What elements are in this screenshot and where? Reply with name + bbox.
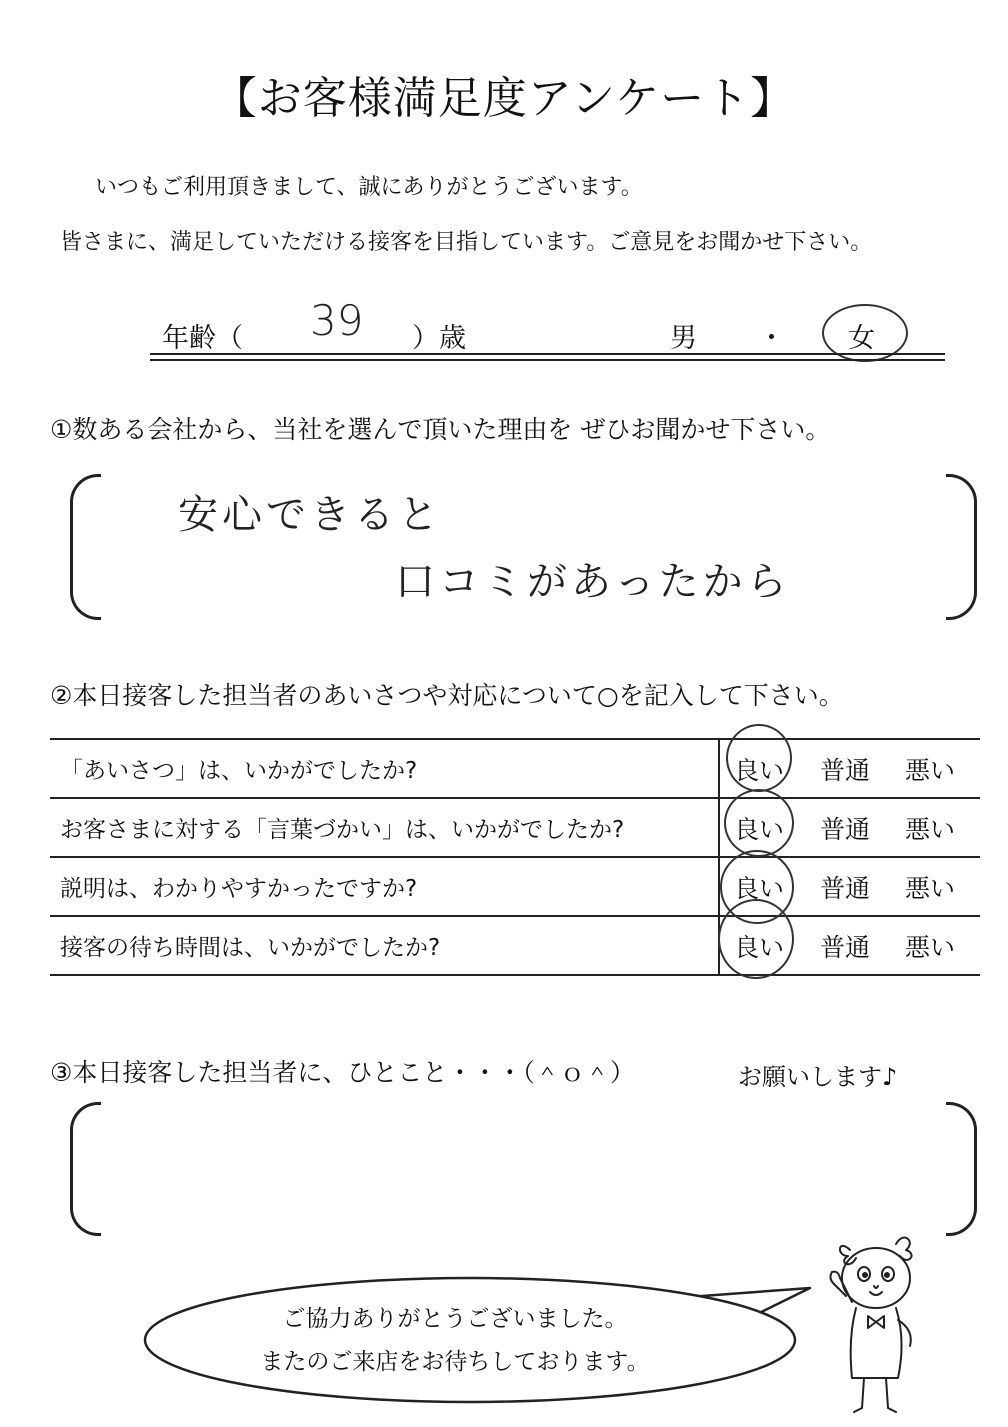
q3-answer-area[interactable]	[72, 1106, 972, 1226]
age-label-close: ）歳	[412, 323, 466, 354]
gender-male[interactable]: 男	[670, 323, 697, 354]
q1-answer-line-2[interactable]: 口コミがあったから	[395, 559, 791, 605]
rating-question: 接客の待ち時間は、いかがでしたか?	[50, 916, 719, 975]
option-bad[interactable]: 悪い	[905, 932, 956, 962]
rating-options	[719, 798, 980, 857]
rating-table	[50, 738, 980, 976]
option-good[interactable]: 良い	[734, 932, 785, 962]
selection-circle	[726, 724, 792, 792]
rating-question: お客さまに対する「言葉づかい」は、いかがでしたか?	[50, 798, 719, 857]
option-normal[interactable]: 普通	[820, 814, 871, 844]
option-normal[interactable]: 普通	[820, 932, 871, 962]
question-3-label: ③本日接客した担当者に、ひとこと・・・（＾ｏ＾）	[50, 1058, 635, 1087]
option-bad[interactable]: 悪い	[905, 755, 956, 785]
option-good[interactable]: 良い	[734, 873, 785, 903]
table-row	[50, 916, 980, 975]
table-row	[50, 739, 980, 798]
mascot-illustration	[812, 1228, 962, 1423]
respondent-underline-1	[150, 353, 945, 355]
option-bad[interactable]: 悪い	[905, 814, 956, 844]
speech-bubble	[130, 1260, 850, 1410]
q3-side-note: お願いします♪	[738, 1063, 898, 1091]
gender-female[interactable]: 女	[848, 323, 875, 354]
option-good[interactable]: 良い	[734, 755, 785, 785]
respondent-underline-2	[150, 359, 945, 361]
gender-separator: ・	[758, 323, 785, 354]
option-normal[interactable]: 普通	[820, 873, 871, 903]
option-good[interactable]: 良い	[734, 814, 785, 844]
question-1-label: ①数ある会社から、当社を選んで頂いた理由を ぜひお聞かせ下さい。	[50, 415, 831, 444]
selection-circle	[724, 789, 794, 857]
rating-question: 「あいさつ」は、いかがでしたか?	[50, 739, 719, 798]
selection-circle	[718, 899, 794, 979]
rating-question: 説明は、わかりやすかったですか?	[50, 857, 719, 916]
age-value[interactable]: 39	[310, 296, 364, 345]
option-bad[interactable]: 悪い	[905, 873, 956, 903]
rating-options	[719, 916, 980, 975]
q1-bracket-right	[946, 474, 977, 620]
closing-line-1: ご協力ありがとうございました。	[282, 1306, 628, 1332]
q1-bracket-left	[70, 474, 101, 620]
page-title: 【お客様満足度アンケート】	[212, 73, 796, 124]
intro-line-1: いつもご利用頂きまして、誠にありがとうございます。	[95, 175, 643, 200]
intro-line-2: 皆さまに、満足していただける接客を目指しています。ご意見をお聞かせ下さい。	[60, 230, 873, 255]
table-row	[50, 798, 980, 857]
question-2-label: ②本日接客した担当者のあいさつや対応について○を記入して下さい。	[50, 681, 844, 710]
age-label-open: 年齢（	[162, 323, 243, 354]
option-normal[interactable]: 普通	[820, 755, 871, 785]
closing-line-2: またのご来店をお待ちしております。	[260, 1349, 650, 1375]
table-row	[50, 857, 980, 916]
q1-answer-line-1[interactable]: 安心できると	[178, 492, 442, 538]
